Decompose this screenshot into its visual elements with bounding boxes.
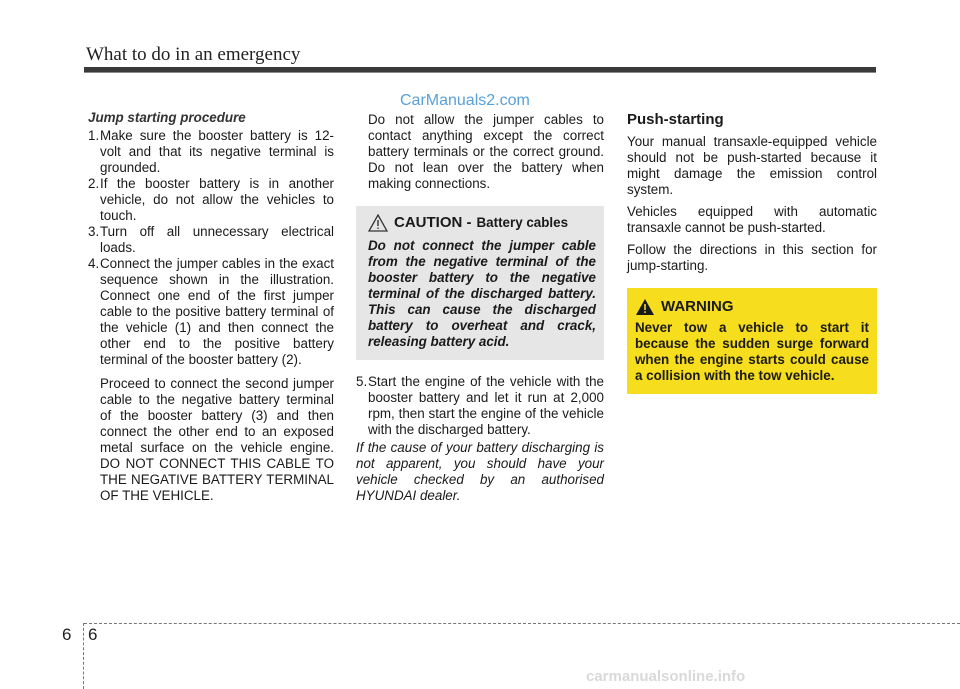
footer-divider xyxy=(83,623,84,689)
step-number: 1. xyxy=(88,128,100,143)
warning-body: Never tow a vehicle to start it because the sudden surge forward when the engine starts could cause a collision with the tow vehicle. xyxy=(635,320,869,383)
step-3 xyxy=(88,224,334,256)
step-number: 5. xyxy=(356,374,368,389)
top-watermark: CarManuals2.com xyxy=(400,92,530,109)
step-5 xyxy=(356,374,604,438)
caution-box xyxy=(356,206,604,360)
caution-body: Do not connect the jumper cable from the negative terminal of the booster battery to the negative terminal of the discharged battery. This can cause the discharged battery to overheat and crack, releasing battery acid. xyxy=(368,238,596,349)
warning-triangle-icon xyxy=(635,298,655,316)
step-text: Connect the jumper cables in the exact sequence shown in the illustration. Connect one end of the first jumper cable to the positive battery terminal of the vehicle (1) and then connect the other end to the positive battery terminal of the booster battery (2). xyxy=(100,256,334,367)
footer-rule xyxy=(84,623,960,624)
subheading: Jump starting procedure xyxy=(88,110,246,125)
dealer-note: If the cause of your battery discharging is not apparent, you should have your vehicle checked by an authorised HYUNDAI dealer. xyxy=(356,440,604,503)
caution-topic: Battery cables xyxy=(476,215,569,230)
step-number: 4. xyxy=(88,256,100,271)
step-text: If the booster battery is in another vehicle, do not allow the vehicles to touch. xyxy=(100,176,334,223)
paragraph: Follow the directions in this section for jump-starting. xyxy=(627,242,877,273)
middle-column xyxy=(356,112,604,504)
step-number: 3. xyxy=(88,224,100,239)
footer-watermark: carmanualsonline.info xyxy=(586,668,746,685)
step-4-continued: Proceed to connect the second jumper cable to the negative battery terminal of the booster battery (3) and then connect the other end to an exposed metal surface on the vehicle engine. DO NOT CONNECT THIS CABLE TO THE NEGATIVE BATTERY TERMINAL OF THE VEHICLE. xyxy=(100,376,334,503)
warning-box xyxy=(627,288,877,394)
step-text: Start the engine of the vehicle with the booster battery and let it run at 2,000 rpm, then start the engine of the vehicle with the discharged battery. xyxy=(368,374,604,437)
warning-header xyxy=(635,298,869,316)
caution-triangle-icon xyxy=(368,214,388,232)
caution-header xyxy=(368,214,596,232)
step-text: Make sure the booster battery is 12-volt and that its negative terminal is grounded. xyxy=(100,128,334,175)
step-1 xyxy=(88,128,334,176)
step-text: Turn off all unnecessary electrical loads. xyxy=(100,224,334,255)
page-number: 6 xyxy=(88,625,98,644)
step-4 xyxy=(88,256,334,368)
chapter-number: 6 xyxy=(62,625,72,644)
header-rule-thin xyxy=(84,72,876,73)
page-header-title: What to do in an emergency xyxy=(86,44,301,65)
step-number: 2. xyxy=(88,176,100,191)
left-column xyxy=(88,110,334,504)
step-2 xyxy=(88,176,334,224)
warning-label: WARNING xyxy=(661,298,734,315)
push-starting-heading: Push-starting xyxy=(627,111,724,128)
paragraph: Your manual transaxle-equipped vehicle should not be push-started because it might damage the emission control system. xyxy=(627,134,877,197)
paragraph: Vehicles equipped with automatic transaxle cannot be push-started. xyxy=(627,204,877,235)
step-4-more: Do not allow the jumper cables to contact anything except the correct battery terminals or the correct ground. Do not lean over the battery when making connections. xyxy=(368,112,604,191)
right-column xyxy=(627,112,877,394)
caution-label: CAUTION - xyxy=(394,214,472,231)
